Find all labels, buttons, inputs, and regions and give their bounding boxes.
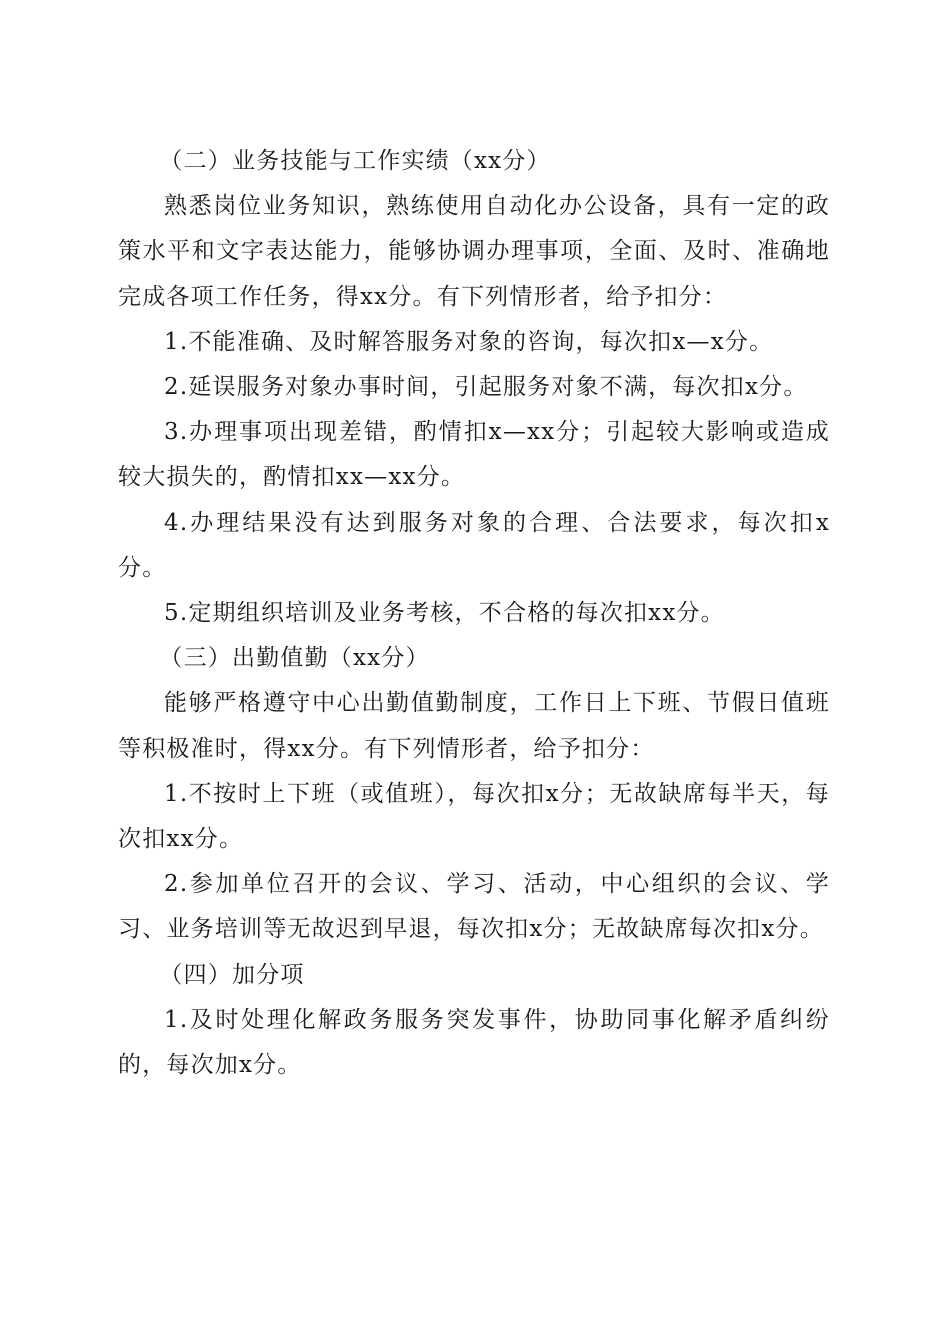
section-2-item-4: 4.办理结果没有达到服务对象的合理、合法要求，每次扣x分。 [118,509,830,581]
section-heading-3: （三）出勤值勤（xx分） [159,645,430,672]
document-body [118,139,830,1088]
section-3-intro: 能够严格遵守中心出勤值勤制度，工作日上下班、节假日值班等积极准时，得xx分。有下列情形者，给予扣分： [118,690,830,762]
section-2-item-1: 1.不能准确、及时解答服务对象的咨询，每次扣x—x分。 [164,328,774,355]
section-3-item-1: 1.不按时上下班（或值班），每次扣x分；无故缺席每半天，每次扣xx分。 [118,780,830,853]
section-3-item-2: 2.参加单位召开的会议、学习、活动，中心组织的会议、学习、业务培训等无故迟到早退，每次扣x分；无故缺席每次扣x分。 [118,871,830,943]
section-heading-2: （二）业务技能与工作实绩（xx分） [159,148,551,174]
section-2-item-2: 2.延误服务对象办事时间，引起服务对象不满，每次扣x分。 [164,374,808,401]
section-heading-4: （四）加分项 [159,961,305,988]
section-2-item-5: 5.定期组织培训及业务考核，不合格的每次扣xx分。 [164,600,725,627]
section-2-item-3: 3.办理事项出现差错，酌情扣x—xx分；引起较大影响或造成较大损失的，酌情扣xx—xx分。 [118,419,830,491]
section-2-intro: 熟悉岗位业务知识，熟练使用自动化办公设备，具有一定的政策水平和文字表达能力，能够协调办理事项，全面、及时、准确地完成各项工作任务，得xx分。有下列情形者，给予扣分： [118,193,830,310]
section-4-item-1: 1.及时处理化解政务服务突发事件，协助同事化解矛盾纠纷的，每次加x分。 [118,1006,830,1079]
